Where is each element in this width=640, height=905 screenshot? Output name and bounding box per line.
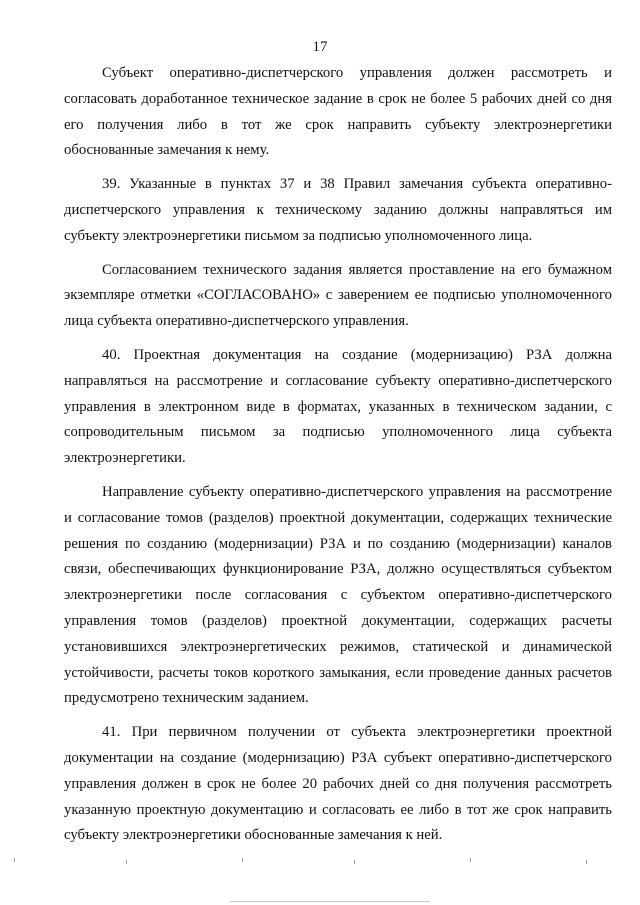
scan-speck — [470, 858, 471, 862]
paragraph-submission-order: Направление субъекту оперативно-диспетчерского управления на рассмотрение и согласование томов (разделов) проектной документации, содержащих технические решения по созданию (модернизации) РЗА и по созданию (модернизации) каналов связи, обеспечивающих функционирование РЗА, должно осуществляться субъектом электроэнергетики после согласования с субъектом оперативно-диспетчерского управления томов (разделов) проектной документации, содержащих расчеты установившихся электроэнергетических режимов, статической и динамической устойчивости, расчеты токов короткого замыкания, если проведение данных расчетов предусмотрено техническим заданием. — [64, 483, 612, 707]
paragraph-item-39: 39. Указанные в пунктах 37 и 38 Правил замечания субъекта оперативно-диспетчерского управления к техническому заданию должны направляться им субъекту электроэнергетики письмом за подписью уполномоченного лица. — [64, 176, 612, 244]
paragraph-item-41: 41. При первичном получении от субъекта электроэнергетики проектной документации на создание (модернизацию) РЗА субъект оперативно-диспетчерского управления должен в срок не более 20 рабочих дней со дня получения рассмотреть указанную проектную документацию и согласовать ее либо в тот же срок направить субъекту электроэнергетики обоснованные замечания к ней. — [64, 724, 612, 844]
scan-speck — [354, 860, 355, 864]
scan-speck — [14, 858, 15, 862]
paragraph-item-40: 40. Проектная документация на создание (модернизацию) РЗА должна направляться на рассмотрение и согласование субъекту оперативно-диспетчерского управления в электронном виде в форматах, указанных в техническом задании, с сопроводительным письмом за подписью уполномоченного лица субъекта электроэнергетики. — [64, 346, 612, 467]
scan-speck — [242, 858, 243, 862]
page-number: 17 — [312, 39, 328, 55]
scan-speck — [126, 860, 127, 864]
document-body — [64, 61, 612, 857]
scan-bottom-edge — [230, 901, 430, 902]
paragraph-approval-mark: Согласованием технического задания является проставление на его бумажном экземпляре отметки «СОГЛАСОВАНО» с заверением ее подписью уполномоченного лица субъекта оперативно-диспетчерского управления. — [64, 261, 612, 330]
paragraph-consideration-terms: Субъект оперативно-диспетчерского управления должен рассмотреть и согласовать доработанное техническое задание в срок не более 5 рабочих дней со дня его получения либо в тот же срок направить субъекту электроэнергетики обоснованные замечания к нему. — [64, 65, 612, 159]
scan-speck — [586, 860, 587, 864]
